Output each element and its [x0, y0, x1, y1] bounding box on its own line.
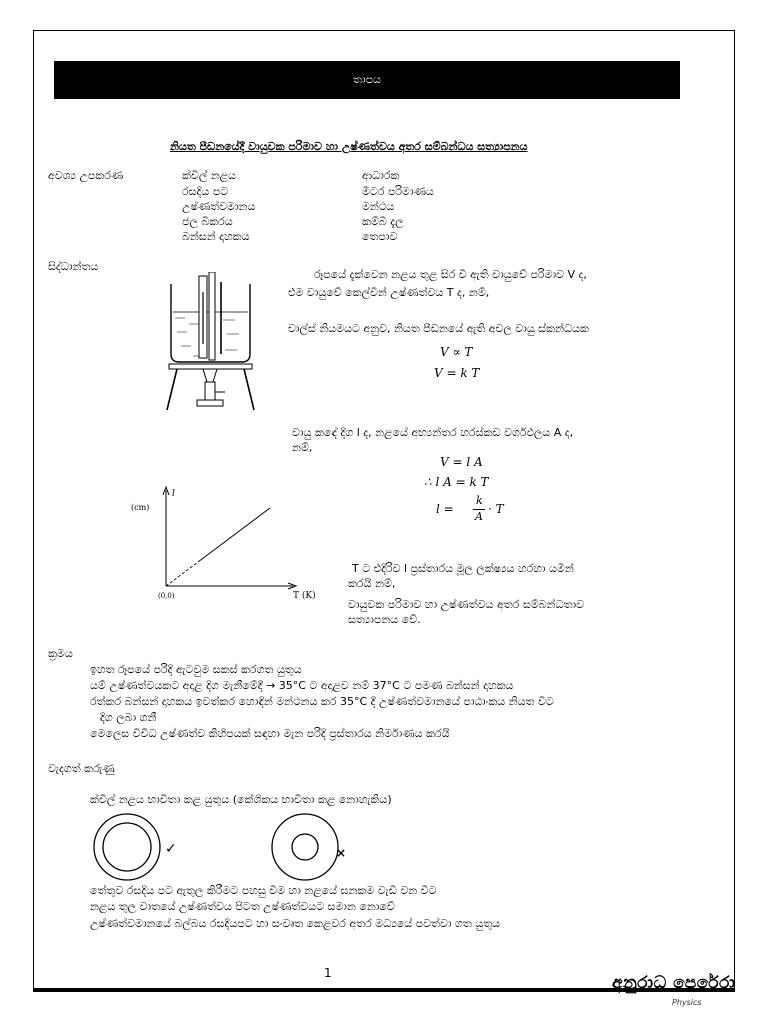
equation-denominator: A	[475, 510, 483, 523]
equation: V = k T	[434, 366, 480, 380]
theory-text: චාල්ස් නියමයට අනුව, නියත පීඩනයේ ඇති අචල වායු ස්කන්ධයක	[288, 322, 589, 335]
equation: V ∝ T	[440, 345, 473, 359]
theory-text: වායුවක පරිමාව හා උෂ්ණත්වය අතර සම්බන්ධතාව	[348, 598, 585, 611]
theory-text: එම වායුවේ කෙල්වින් උෂ්ණත්වය T ද, නම්,	[288, 286, 490, 299]
precaution-text: ක්විල් නළය භාවිතා කළ යුතුය (කේශිකය භාවිතා කළ නොහැකිය)	[90, 793, 392, 806]
equation: V = l A	[440, 455, 483, 469]
equipment-left-item: උෂ්ණත්වමානය	[182, 200, 256, 213]
equation-lhs: l =	[436, 502, 454, 516]
equipment-label: අවශ්‍ය උපකරණ	[48, 169, 124, 182]
equipment-left-item: බන්සන් දාහකය	[182, 230, 250, 243]
procedure-step: දිග ලබා ගනී	[100, 711, 157, 724]
procedure-step: යම් උෂ්ණත්වයකට අදාළ දිග මැනීමේදී → 35°C ට අදාළව නම් 37°C ට පමණ බන්සන් දාහකය	[90, 679, 514, 692]
equation-numerator: k	[476, 494, 483, 507]
graph-y-label: l	[172, 489, 175, 499]
graph-x-label: T (K)	[293, 591, 316, 601]
precaution-text: තේතුව රසදිය පට ඇතුල කිරීමට පහසු වීම හා නළයේ ඝනකම වැඩි වන විට	[90, 884, 437, 897]
precaution-text: නළය තුල වාතයේ උෂ්ණත්වය පිටත උෂ්ණත්වයට සමාන නොවේ	[90, 900, 395, 913]
theory-label: සිද්ධාන්තය	[48, 260, 99, 273]
equipment-right-item: මීටර පරිමාණය	[362, 185, 434, 198]
page-number: 1	[324, 966, 332, 980]
equipment-right-item: කම්බි දැල	[362, 215, 404, 228]
theory-text: කරයි නම්,	[348, 577, 396, 590]
procedure-step: මෙලෙස විවිධ උෂ්ණත්ව කිහිපයක් සඳහා මැන පරිදි ප්‍රස්තාරය නිර්මාණය කරයි	[90, 727, 450, 740]
page-heading: නියත පීඩනයේදී වායුවක පරිමාව හා උෂ්ණත්වය අතර සම්බන්ධය සත්‍යාපනය	[170, 140, 528, 153]
theory-text: සත්‍යාපනය වේ.	[348, 613, 421, 626]
procedure-step: රත්කර බන්සන් දාහකය ඉවත්කර හොඳින් මන්ථනය කර 35°C දී උෂ්ණත්වමානයේ පාඨාංකය නියත විට	[90, 695, 554, 708]
equipment-left-item: රසදිය පට	[182, 185, 229, 198]
precaution-text: උෂ්ණත්වමානයේ බල්බය රසදියපට හා සංවෘත කෙළවර අතර මධ්‍යයේ පවත්වා ගත යුතුය	[90, 917, 501, 930]
tube-cross-section-incorrect	[270, 812, 340, 882]
cross-mark-icon: ×	[336, 846, 347, 860]
procedure-step: ඉහත රූපයේ පරිදි ඇටවුම සකස් කරගත යුතුය	[90, 663, 302, 676]
equipment-right-item: තෙපාව	[362, 230, 398, 243]
graph-y-unit: (cm)	[131, 503, 150, 512]
theory-text: වායු කඳේ දිග l ද, නළයේ අභ්‍යන්තර හරස්කඩ වර්ගඵලය A ද,	[292, 426, 574, 439]
apparatus-diagram	[163, 272, 258, 412]
theory-text: T ට එදිරිව l ප්‍රස්තාරය මූල ලක්ෂ්‍යය හරහා යමින්	[352, 562, 574, 575]
graph-origin-label: (0,0)	[158, 592, 175, 600]
l-vs-t-graph	[128, 482, 328, 614]
page-header-bar	[54, 61, 680, 99]
precautions-label: වැදගත් කරුණු	[48, 762, 115, 775]
header-title: තාපය	[353, 73, 381, 86]
equipment-right-item: ආධාරක	[362, 169, 400, 182]
check-mark-icon: ✓	[165, 841, 177, 857]
brand-subtitle: Physics	[672, 998, 702, 1007]
equation-rhs: · T	[488, 502, 504, 516]
theory-text: නම්,	[292, 441, 313, 454]
equipment-left-item: ක්විල් නළය	[182, 169, 236, 182]
equipment-right-item: මන්ථය	[362, 200, 395, 213]
equipment-left-item: ජල බීකරය	[182, 215, 233, 228]
tube-cross-section-correct	[92, 812, 162, 882]
procedure-label: ක්‍රමය	[48, 647, 73, 660]
theory-text: රූපයේ දැක්වෙන නළය තුළ සිර වී ඇති වායුවේ පරිමාව V ද,	[314, 268, 587, 281]
author-brand: අනුරාධ පෙරේරා	[612, 973, 736, 993]
equation: ∴ l A = k T	[424, 475, 489, 489]
